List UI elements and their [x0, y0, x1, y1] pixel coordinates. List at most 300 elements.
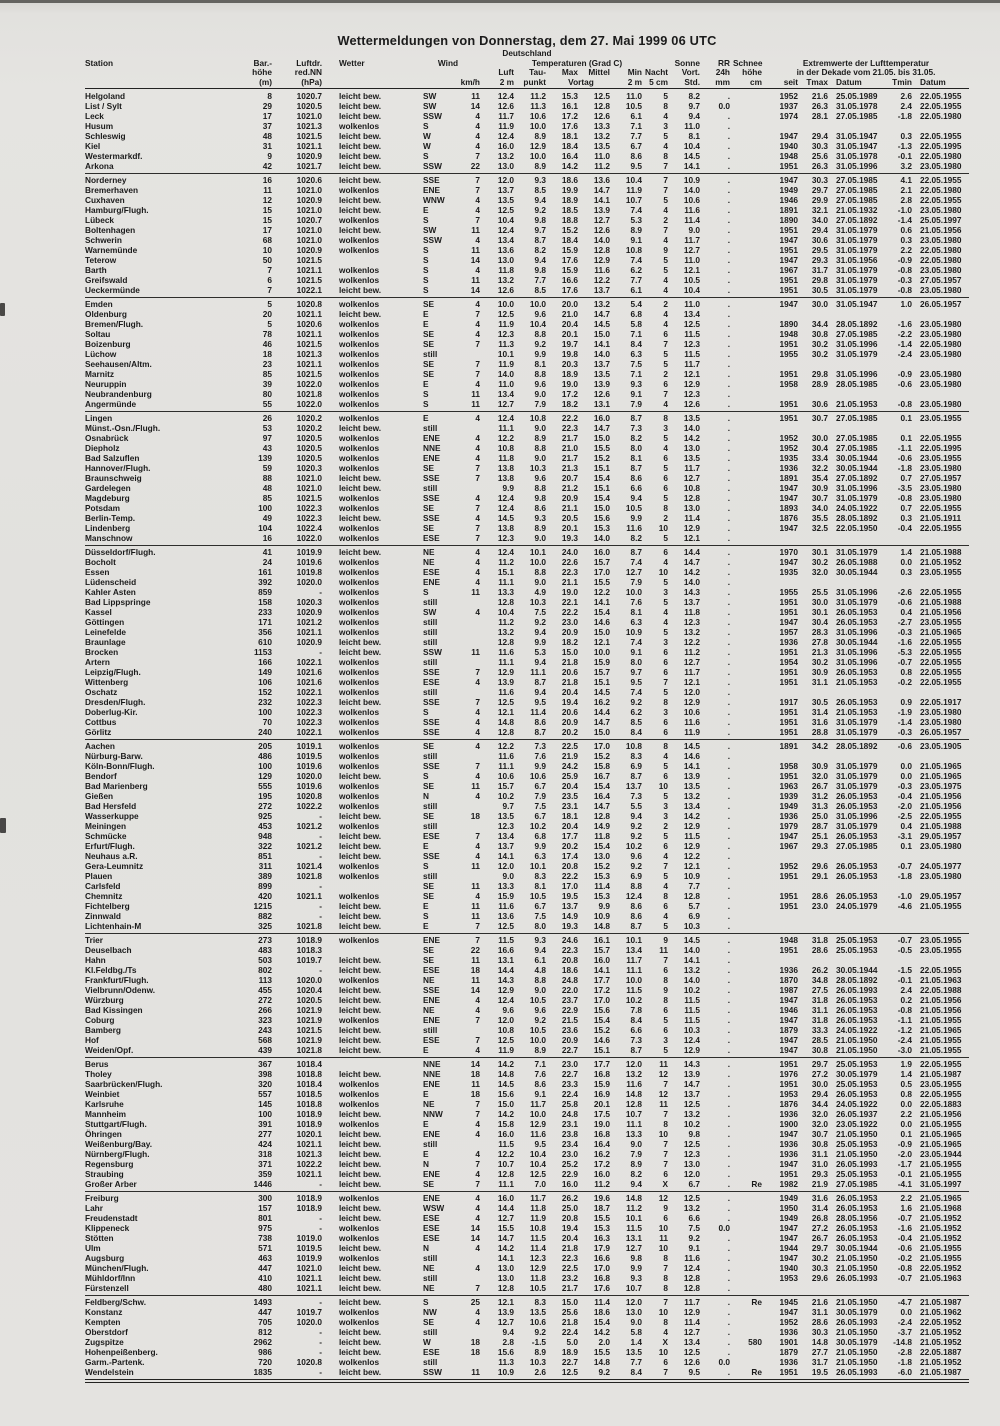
cell-tmax: 30.2: [811, 557, 828, 568]
cell-hoehe_m: 171: [258, 617, 272, 628]
cell-tmin: 1.0: [900, 299, 912, 310]
cell-station: Emden: [85, 299, 113, 310]
cell-wind_kmh: 4: [475, 131, 480, 142]
cell-tmin_datum: 21.05.1952: [920, 1223, 962, 1234]
cell-max_vortag: 21.1: [561, 503, 578, 514]
cell-tmin_datum: 22.05.1980: [920, 245, 962, 256]
cell-temp_luft_2m: 11.2: [498, 617, 514, 628]
cell-wetter: wolkenlos: [339, 1357, 380, 1368]
cell-rr_24h_mm: .: [727, 801, 730, 812]
cell-tmin: 0.5: [900, 1079, 912, 1090]
table-row: [85, 687, 969, 697]
cell-rr_24h_mm: .: [727, 687, 730, 698]
cell-nacht_5cm: 4: [663, 911, 668, 922]
cell-tmax: 34.8: [811, 975, 828, 986]
cell-min_2m: 8.7: [630, 463, 642, 474]
cell-station: Schwerin: [85, 235, 122, 246]
cell-tmin_datum: 26.05.1957: [920, 299, 962, 310]
cell-schneehoehe_cm: [733, 195, 765, 205]
cell-schneehoehe_cm: [733, 443, 765, 453]
cell-temp_luft_2m: 12.4: [497, 493, 514, 504]
cell-station: Lichtenhain-M: [85, 921, 142, 932]
cell-extrem_seit: 1948: [779, 935, 798, 946]
cell-mittel: 11.4: [594, 881, 610, 892]
cell-wetter: leicht bew.: [339, 1035, 382, 1046]
cell-tmax: 29.4: [811, 131, 828, 142]
cell-sonne_vortag_std: 13.0: [683, 1159, 700, 1170]
cell-rr_24h_mm: .: [727, 215, 730, 226]
cell-mittel: 14.7: [593, 717, 610, 728]
cell-tmin: 2.2: [900, 1109, 912, 1120]
cell-nacht_5cm: 7: [663, 1079, 668, 1090]
cell-sonne_vortag_std: 10.3: [683, 1025, 700, 1036]
cell-temp_luft_2m: 9.7: [502, 801, 514, 812]
cell-wind_richtung: E: [423, 205, 429, 216]
cell-taupunkt: 10.5: [529, 1283, 546, 1294]
cell-sonne_vortag_std: 13.9: [683, 771, 700, 782]
cell-tmin: -0.4: [897, 791, 912, 802]
cell-mittel: 15.5: [593, 577, 610, 588]
cell-tmax: 30.3: [811, 1327, 828, 1338]
cell-extrem_seit: 1951: [779, 339, 798, 350]
cell-wind_kmh: 18: [470, 1347, 480, 1358]
table-row: [85, 121, 969, 131]
cell-wetter: [325, 255, 413, 265]
cell-temp_luft_2m: 12.9: [497, 985, 514, 996]
cell-max_vortag: 22.7: [561, 1069, 578, 1080]
cell-max_vortag: 20.8: [561, 861, 578, 872]
cell-max_vortag: 22.5: [561, 1263, 578, 1274]
cell-wind_kmh: 7: [475, 175, 480, 186]
cell-wind_richtung: still: [423, 597, 438, 608]
cell-luftdruck_hpa: 1019.7: [296, 1307, 322, 1318]
cell-wetter: leicht bew.: [339, 1297, 382, 1308]
cell-schneehoehe_cm: [733, 921, 765, 931]
cell-sonne_vortag_std: 12.1: [683, 369, 700, 380]
cell-mittel: 16.1: [593, 935, 610, 946]
cell-schneehoehe_cm: [733, 781, 765, 791]
cell-wind_richtung: SE: [423, 503, 435, 514]
cell-wetter: wolkenlos: [339, 215, 380, 226]
cell-taupunkt: 8.8: [534, 567, 546, 578]
cell-nacht_5cm: 7: [663, 389, 668, 400]
cell-extrem_seit: 1947: [779, 1223, 798, 1234]
cell-wetter: wolkenlos: [339, 359, 380, 370]
cell-station: Kiel: [85, 141, 101, 152]
cell-station: Schleswig: [85, 131, 126, 142]
cell-wind_kmh: 14: [470, 285, 480, 296]
cell-wind_richtung: ENE: [423, 1169, 441, 1180]
cell-temp_luft_2m: 13.8: [497, 523, 514, 534]
cell-taupunkt: 11.9: [530, 1213, 546, 1224]
table-row: [85, 1099, 969, 1109]
cell-luftdruck_hpa: 1020.8: [296, 1357, 322, 1368]
cell-extrem_seit: 1936: [779, 463, 798, 474]
cell-wind_kmh: 4: [475, 1169, 480, 1180]
cell-wetter: leicht bew.: [339, 101, 382, 112]
cell-min_2m: 8.4: [630, 1015, 642, 1026]
cell-wind_richtung: NE: [423, 1005, 435, 1016]
cell-taupunkt: 12.9: [529, 1263, 546, 1274]
cell-luftdruck_hpa: 1021.1: [296, 627, 322, 638]
cell-max_vortag: 17.6: [561, 285, 578, 296]
cell-tmax: 34.4: [811, 1099, 828, 1110]
cell-tmax_datum: 26.05.1937: [836, 1109, 878, 1120]
cell-schneehoehe_cm: [733, 1253, 765, 1263]
cell-sonne_vortag_std: 14.0: [683, 577, 700, 588]
cell-tmax_datum: 30.05.1944: [836, 567, 878, 578]
header-line-3: [85, 78, 969, 87]
cell-tmin_datum: 23.05.1980: [920, 329, 962, 340]
cell-mittel: 13.1: [593, 399, 610, 410]
cell-schneehoehe_cm: [733, 871, 765, 881]
cell-wetter: wolkenlos: [339, 871, 380, 882]
cell-schneehoehe_cm: Re: [751, 1179, 762, 1190]
cell-min_2m: 11.0: [626, 91, 642, 102]
cell-taupunkt: 8.9: [534, 433, 546, 444]
cell-temp_luft_2m: 13.2: [497, 275, 514, 286]
cell-wind_richtung: ENE: [423, 935, 441, 946]
cell-wetter: leicht bew.: [339, 483, 382, 494]
cell-max_vortag: 19.9: [561, 185, 578, 196]
cell-temp_luft_2m: 12.3: [497, 329, 514, 340]
cell-tmin_datum: 22.05.1955: [920, 1089, 962, 1100]
cell-wetter: wolkenlos: [339, 1089, 380, 1100]
cell-tmax: [801, 423, 831, 433]
cell-sonne_vortag_std: 14.3: [683, 587, 700, 598]
cell-luftdruck_hpa: 1020.3: [296, 597, 322, 608]
cell-tmax_datum: 31.05.1979: [836, 493, 878, 504]
cell-tmin: [883, 309, 915, 319]
cell-nacht_5cm: 6: [663, 329, 668, 340]
cell-tmin_datum: 23.05.1980: [920, 379, 962, 390]
table-row: [85, 567, 969, 577]
cell-extrem_seit: 1947: [779, 299, 798, 310]
cell-sonne_vortag_std: 12.9: [683, 697, 700, 708]
cell-wind_kmh: 7: [475, 935, 480, 946]
cell-temp_luft_2m: 10.9: [497, 1367, 514, 1378]
cell-sonne_vortag_std: 11.4: [684, 1317, 700, 1328]
cell-temp_luft_2m: 11.9: [498, 1045, 514, 1056]
cell-tmin: -2.4: [897, 349, 912, 360]
cell-tmax_datum: 31.05.1979: [836, 265, 878, 276]
cell-min_2m: 9.3: [630, 1273, 642, 1284]
cell-schneehoehe_cm: [733, 91, 765, 101]
cell-tmin_datum: 22.05.1955: [920, 503, 962, 514]
cell-temp_luft_2m: 12.5: [497, 921, 514, 932]
cell-tmin: 0.3: [900, 235, 912, 246]
cell-extrem_seit: 1955: [779, 587, 798, 598]
cell-hoehe_m: 20: [262, 309, 272, 320]
cell-wetter: wolkenlos: [339, 275, 380, 286]
cell-mittel: 15.0: [593, 433, 610, 444]
cell-hoehe_m: 129: [258, 771, 272, 782]
cell-tmax: 26.3: [811, 161, 828, 172]
cell-max_vortag: 18.8: [561, 215, 578, 226]
cell-extrem_seit: [765, 121, 801, 131]
cell-wind_kmh: 4: [475, 493, 480, 504]
cell-wind_kmh: [453, 871, 483, 881]
table-row: [85, 677, 969, 687]
table-row: [85, 379, 969, 389]
cell-hoehe_m: 195: [258, 791, 272, 802]
cell-station: Zugspitze: [85, 1337, 124, 1348]
cell-extrem_seit: 1963: [779, 781, 798, 792]
cell-tmin_datum: [915, 911, 967, 921]
cell-extrem_seit: 1947: [779, 995, 798, 1006]
cell-hoehe_m: 53: [262, 423, 272, 434]
cell-mittel: 16.0: [593, 955, 610, 966]
cell-wind_kmh: 7: [475, 1159, 480, 1170]
cell-min_2m: 7.3: [630, 1035, 642, 1046]
cell-min_2m: 7.3: [630, 791, 642, 802]
cell-station: Bremen/Flugh.: [85, 319, 144, 330]
cell-wind_kmh: [453, 687, 483, 697]
station-block: [85, 174, 969, 298]
cell-extrem_seit: 1951: [779, 275, 798, 286]
cell-station: Arkona: [85, 161, 114, 172]
cell-station: Bad Hersfeld: [85, 801, 137, 812]
cell-mittel: 11.2: [594, 1179, 610, 1190]
cell-wind_kmh: 11: [471, 275, 480, 286]
cell-nacht_5cm: 9: [663, 985, 668, 996]
cell-station: Bamberg: [85, 1025, 121, 1036]
cell-sonne_vortag_std: 12.8: [683, 1283, 700, 1294]
cell-temp_luft_2m: 12.8: [497, 597, 514, 608]
cell-tmin_datum: [915, 577, 967, 587]
cell-luftdruck_hpa: 1021.5: [296, 339, 322, 350]
cell-tmin_datum: 21.05.1965: [920, 771, 962, 782]
cell-max_vortag: 18.2: [561, 637, 578, 648]
cell-rr_24h_mm: .: [727, 995, 730, 1006]
cell-wind_richtung: still: [423, 627, 438, 638]
cell-hoehe_m: 705: [258, 1317, 272, 1328]
cell-sonne_vortag_std: 10.9: [683, 871, 700, 882]
cell-wetter: leicht bew.: [339, 1347, 382, 1358]
cell-mittel: 16.0: [593, 547, 610, 558]
cell-taupunkt: 9.0: [534, 985, 546, 996]
cell-wind_kmh: 4: [475, 1243, 480, 1254]
cell-max_vortag: 22.1: [561, 597, 578, 608]
cell-schneehoehe_cm: [733, 597, 765, 607]
cell-tmax_datum: 31.05.1979: [836, 349, 878, 360]
cell-wind_kmh: 11: [471, 781, 480, 792]
cell-tmin: -1.8: [897, 1357, 912, 1368]
cell-hoehe_m: 17: [262, 225, 272, 236]
cell-luftdruck_hpa: -: [319, 1213, 322, 1224]
cell-extrem_seit: [765, 577, 801, 587]
cell-tmax: 19.5: [811, 1367, 828, 1378]
cell-tmin_datum: 21.05.1987: [920, 1069, 962, 1080]
cell-hoehe_m: 859: [258, 587, 272, 598]
cell-station: Schmücke: [85, 831, 127, 842]
table-row: [85, 473, 969, 483]
station-block: [85, 298, 969, 412]
cell-sonne_vortag_std: 11.0: [684, 121, 700, 132]
cell-sonne_vortag_std: 14.6: [683, 751, 700, 762]
cell-extrem_seit: 1948: [779, 151, 798, 162]
cell-tmin: 0.7: [900, 473, 912, 484]
cell-tmin: -0.5: [897, 945, 912, 956]
cell-tmin_datum: 22.05.1955: [920, 667, 962, 678]
cell-min_2m: 11.6: [626, 523, 642, 534]
table-row: [85, 349, 969, 359]
cell-taupunkt: 9.2: [534, 1015, 546, 1026]
cell-extrem_seit: [765, 921, 801, 931]
cell-min_2m: 14.8: [625, 1089, 642, 1100]
cell-extrem_seit: 1982: [779, 1179, 798, 1190]
cell-station: Hahn: [85, 955, 106, 966]
cell-temp_luft_2m: 13.7: [497, 841, 514, 852]
cell-hoehe_m: 15: [262, 215, 272, 226]
cell-station: Köln-Bonn/Flugh.: [85, 761, 155, 772]
cell-sonne_vortag_std: 11.6: [684, 717, 700, 728]
cell-sonne_vortag_std: 12.7: [683, 1327, 700, 1338]
cell-luftdruck_hpa: -: [319, 1367, 322, 1378]
cell-temp_luft_2m: 12.5: [497, 309, 514, 320]
cell-taupunkt: 7.9: [534, 399, 546, 410]
cell-wind_kmh: 4: [475, 433, 480, 444]
cell-tmin_datum: 23.05.1980: [920, 841, 962, 852]
table-row: [85, 617, 969, 627]
cell-tmin_datum: 23.05.1905: [920, 741, 962, 752]
cell-tmin: -1.3: [897, 141, 912, 152]
cell-hoehe_m: 851: [258, 851, 272, 862]
cell-nacht_5cm: 6: [663, 667, 668, 678]
cell-max_vortag: 23.8: [561, 1129, 578, 1140]
cell-tmax_datum: 21.05.1950: [836, 1129, 878, 1140]
cell-nacht_5cm: 4: [663, 851, 668, 862]
cell-min_2m: 7.7: [630, 275, 642, 286]
cell-tmax: 31.1: [811, 677, 828, 688]
cell-luftdruck_hpa: 1021.6: [296, 677, 322, 688]
cell-wetter: leicht bew.: [339, 647, 382, 658]
cell-wetter: wolkenlos: [339, 389, 380, 400]
cell-tmin_datum: 23.05.1980: [920, 871, 962, 882]
cell-temp_luft_2m: 12.8: [497, 1283, 514, 1294]
cell-max_vortag: 16.0: [561, 1179, 578, 1190]
cell-hoehe_m: 610: [258, 637, 272, 648]
cell-hoehe_m: 8: [267, 91, 272, 102]
cell-tmax_datum: 26.05.1953: [836, 1203, 878, 1214]
cell-max_vortag: 23.0: [561, 617, 578, 628]
cell-temp_luft_2m: 16.6: [497, 945, 514, 956]
cell-tmin_datum: 23.05.1980: [920, 717, 962, 728]
cell-rr_24h_mm: .: [727, 657, 730, 668]
cell-extrem_seit: 1952: [779, 443, 798, 454]
cell-hoehe_m: 166: [258, 657, 272, 668]
cell-wetter: wolkenlos: [339, 861, 380, 872]
cell-station: Würzburg: [85, 995, 124, 1006]
cell-extrem_seit: 1900: [779, 1119, 798, 1130]
cell-tmin: [883, 687, 915, 697]
cell-tmax_datum: 26.05.1953: [836, 617, 878, 628]
cell-min_2m: 10.8: [625, 245, 642, 256]
cell-luftdruck_hpa: 1021.1: [296, 1139, 322, 1150]
cell-extrem_seit: [765, 1283, 801, 1293]
cell-min_2m: 7.7: [630, 1357, 642, 1368]
cell-wind_richtung: S: [423, 399, 429, 410]
cell-tmin: -0.7: [897, 657, 912, 668]
cell-min_2m: 8.4: [630, 1367, 642, 1378]
cell-temp_luft_2m: 14.7: [497, 1233, 514, 1244]
cell-hoehe_m: 975: [258, 1223, 272, 1234]
cell-schneehoehe_cm: [733, 379, 765, 389]
cell-mittel: 15.4: [593, 1015, 610, 1026]
cell-tmax_datum: 26.05.1988: [836, 557, 878, 568]
cell-luftdruck_hpa: 1021.5: [296, 131, 322, 142]
cell-station: Stuttgart/Flugh.: [85, 1119, 147, 1130]
cell-taupunkt: 8.5: [534, 285, 546, 296]
cell-wetter: wolkenlos: [339, 587, 380, 598]
cell-wind_kmh: 7: [475, 185, 480, 196]
cell-min_2m: 6.2: [630, 707, 642, 718]
cell-sonne_vortag_std: 12.3: [683, 1149, 700, 1160]
cell-schneehoehe_cm: [733, 1149, 765, 1159]
cell-taupunkt: 10.4: [529, 1159, 546, 1170]
cell-wind_richtung: W: [423, 1337, 431, 1348]
cell-wetter: wolkenlos: [339, 339, 380, 350]
cell-wind_richtung: SSE: [423, 717, 440, 728]
cell-tmax: 34.4: [811, 319, 828, 330]
cell-sonne_vortag_std: 11.7: [684, 667, 700, 678]
table-row: [85, 443, 969, 453]
cell-luftdruck_hpa: 1022.2: [296, 1159, 322, 1170]
cell-luftdruck_hpa: 1020.7: [296, 215, 322, 226]
cell-temp_luft_2m: 13.4: [497, 389, 514, 400]
cell-tmin_datum: 21.05.1952: [920, 1357, 962, 1368]
cell-mittel: 10.9: [593, 911, 610, 922]
cell-sonne_vortag_std: 7.7: [688, 881, 700, 892]
cell-tmax_datum: 26.05.1993: [836, 1367, 878, 1378]
cell-wind_richtung: W: [423, 141, 431, 152]
cell-mittel: 19.6: [593, 1193, 610, 1204]
cell-sonne_vortag_std: 11.0: [684, 255, 700, 266]
cell-tmax_datum: 21.05.1953: [836, 677, 878, 688]
cell-schneehoehe_cm: [733, 627, 765, 637]
cell-station: Freiburg: [85, 1193, 119, 1204]
cell-wind_kmh: 25: [470, 1297, 480, 1308]
cell-luftdruck_hpa: 1021.1: [296, 1273, 322, 1284]
cell-tmin: -0.1: [897, 975, 912, 986]
cell-extrem_seit: 1951: [779, 369, 798, 380]
cell-hoehe_m: 42: [262, 161, 272, 172]
cell-wind_richtung: ESE: [423, 831, 440, 842]
cell-temp_luft_2m: 12.6: [497, 285, 514, 296]
cell-schneehoehe_cm: [733, 727, 765, 737]
cell-wetter: wolkenlos: [339, 433, 380, 444]
cell-extrem_seit: 1955: [779, 349, 798, 360]
table-row: [85, 265, 969, 275]
cell-rr_24h_mm: .: [727, 309, 730, 320]
cell-sonne_vortag_std: 6.9: [688, 911, 700, 922]
cell-wind_richtung: E: [423, 921, 429, 932]
cell-wind_kmh: [453, 627, 483, 637]
cell-temp_luft_2m: 15.8: [497, 1119, 514, 1130]
cell-tmin: 2.2: [900, 245, 912, 256]
cell-wind_kmh: 11: [471, 647, 480, 658]
cell-temp_luft_2m: 13.0: [497, 1273, 514, 1284]
cell-luftdruck_hpa: 1021.1: [296, 309, 322, 320]
cell-tmax: 28.5: [811, 1035, 828, 1046]
cell-luftdruck_hpa: 1021.1: [296, 265, 322, 276]
cell-tmax_datum: 26.05.1993: [836, 1273, 878, 1284]
cell-wind_kmh: 4: [475, 1119, 480, 1130]
cell-taupunkt: 10.0: [529, 1035, 546, 1046]
cell-rr_24h_mm: .: [727, 741, 730, 752]
cell-station: Braunlage: [85, 637, 126, 648]
cell-tmax_datum: 21.05.1950: [836, 1347, 878, 1358]
